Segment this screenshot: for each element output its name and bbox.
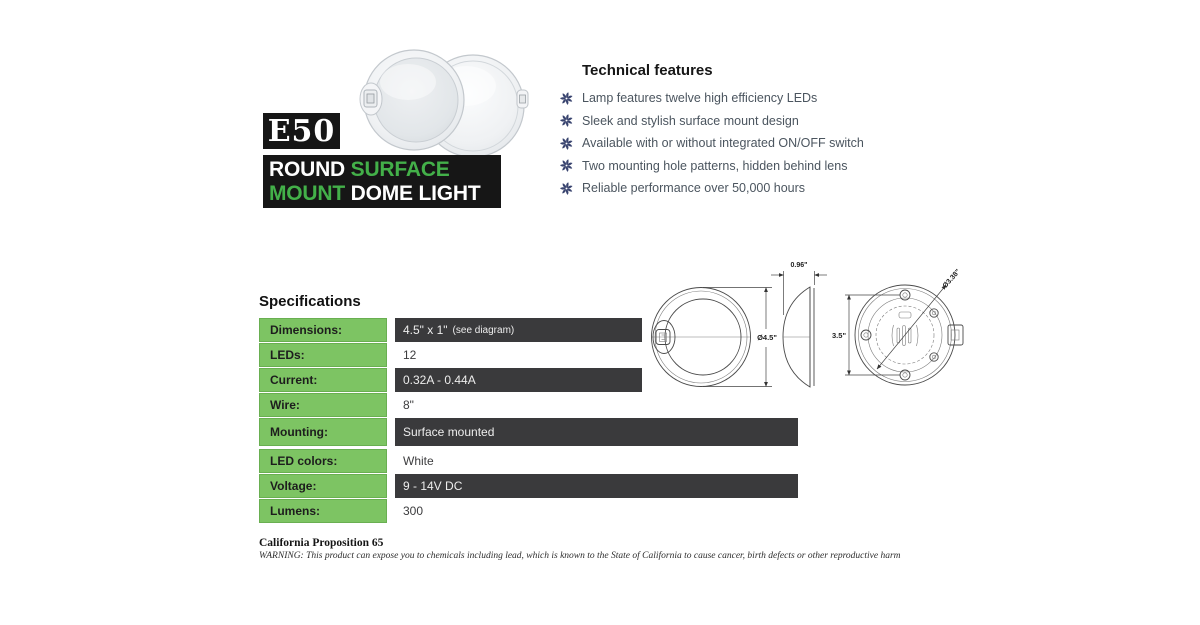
feature-item	[560, 114, 900, 128]
side-depth-label: 0.96"	[790, 262, 808, 269]
vent-slots	[892, 312, 918, 346]
feature-item	[560, 91, 900, 105]
technical-features-title: Technical features	[582, 62, 713, 79]
spec-value	[395, 368, 642, 392]
spec-label: Lumens:	[259, 499, 387, 523]
connector	[948, 325, 963, 345]
feature-text: Available with or without integrated ON/OFF switch	[582, 136, 864, 151]
back-height-label: 3.5"	[832, 331, 846, 340]
feature-item	[560, 136, 900, 150]
spec-row-mounting	[259, 418, 798, 446]
specifications-title: Specifications	[259, 293, 361, 310]
pinwheel-bullet-icon	[560, 159, 573, 172]
title-word-round: ROUND	[269, 158, 345, 181]
spec-label: LED colors:	[259, 449, 387, 473]
spec-value-text: White	[403, 454, 434, 468]
diagram-back-view	[832, 268, 963, 385]
pinwheel-bullet-icon	[560, 114, 573, 127]
front-diameter-label: Ø4.5"	[757, 333, 777, 342]
feature-text: Sleek and stylish surface mount design	[582, 113, 799, 128]
spec-value-text: 9 - 14V DC	[403, 479, 463, 493]
technical-features-section	[560, 62, 900, 204]
spec-value-text: 0.32A - 0.44A	[403, 373, 476, 387]
model-badge	[263, 113, 340, 149]
spec-row-voltage	[259, 474, 798, 498]
product-title-line2	[269, 182, 501, 206]
bolt-circle-label: Ø3.38"	[941, 268, 962, 290]
title-word-mount: MOUNT	[269, 182, 345, 205]
title-word-dome-light: DOME LIGHT	[350, 182, 481, 205]
feature-text: Lamp features twelve high efficiency LEDs	[582, 91, 818, 105]
switch-icon	[364, 90, 377, 107]
model-name: E50	[267, 113, 336, 149]
spec-label: Mounting:	[259, 418, 387, 446]
product-title-badge	[263, 155, 501, 208]
spec-value	[395, 474, 798, 498]
spec-value	[395, 418, 798, 446]
spec-label: Current:	[259, 368, 387, 392]
feature-item	[560, 159, 900, 173]
spec-label: LEDs:	[259, 343, 387, 367]
spec-row-led-colors	[259, 449, 798, 473]
product-photo	[348, 42, 538, 166]
spec-value-text: Surface mounted	[403, 425, 495, 439]
feature-text: Two mounting hole patterns, hidden behind lens	[582, 158, 848, 173]
spec-label: Voltage:	[259, 474, 387, 498]
diagram-side-view	[771, 262, 827, 387]
spec-value-note: (see diagram)	[452, 324, 515, 336]
spec-value-text: 4.5" x 1"	[403, 323, 448, 337]
prop65-warning: WARNING: This product can expose you to chemicals including lead, which is known to the State of California to cause cancer, birth defects or other reproductive harm	[259, 551, 901, 561]
pinwheel-bullet-icon	[560, 182, 573, 195]
pinwheel-bullet-icon	[560, 92, 573, 105]
spec-value-text: 300	[403, 504, 424, 518]
feature-text: Reliable performance over 50,000 hours	[582, 181, 806, 196]
prop65-footer	[259, 537, 901, 561]
spec-value	[395, 499, 798, 523]
spec-value-text: 12	[403, 348, 417, 362]
switch-tab-icon	[517, 90, 528, 108]
product-title-line1	[269, 158, 501, 182]
spec-value	[395, 318, 642, 342]
spec-value-text: 8"	[403, 398, 414, 412]
diagram-front-view	[652, 288, 778, 387]
spec-value	[395, 449, 798, 473]
prop65-title: California Proposition 65	[259, 537, 384, 549]
spec-label: Dimensions:	[259, 318, 387, 342]
title-word-surface: SURFACE	[350, 158, 450, 181]
dome-light-front	[360, 50, 464, 150]
technical-features-list	[560, 91, 900, 195]
pinwheel-bullet-icon	[560, 137, 573, 150]
spec-row-lumens	[259, 499, 798, 523]
dimension-diagrams	[650, 253, 980, 405]
feature-item	[560, 181, 900, 195]
spec-label: Wire:	[259, 393, 387, 417]
